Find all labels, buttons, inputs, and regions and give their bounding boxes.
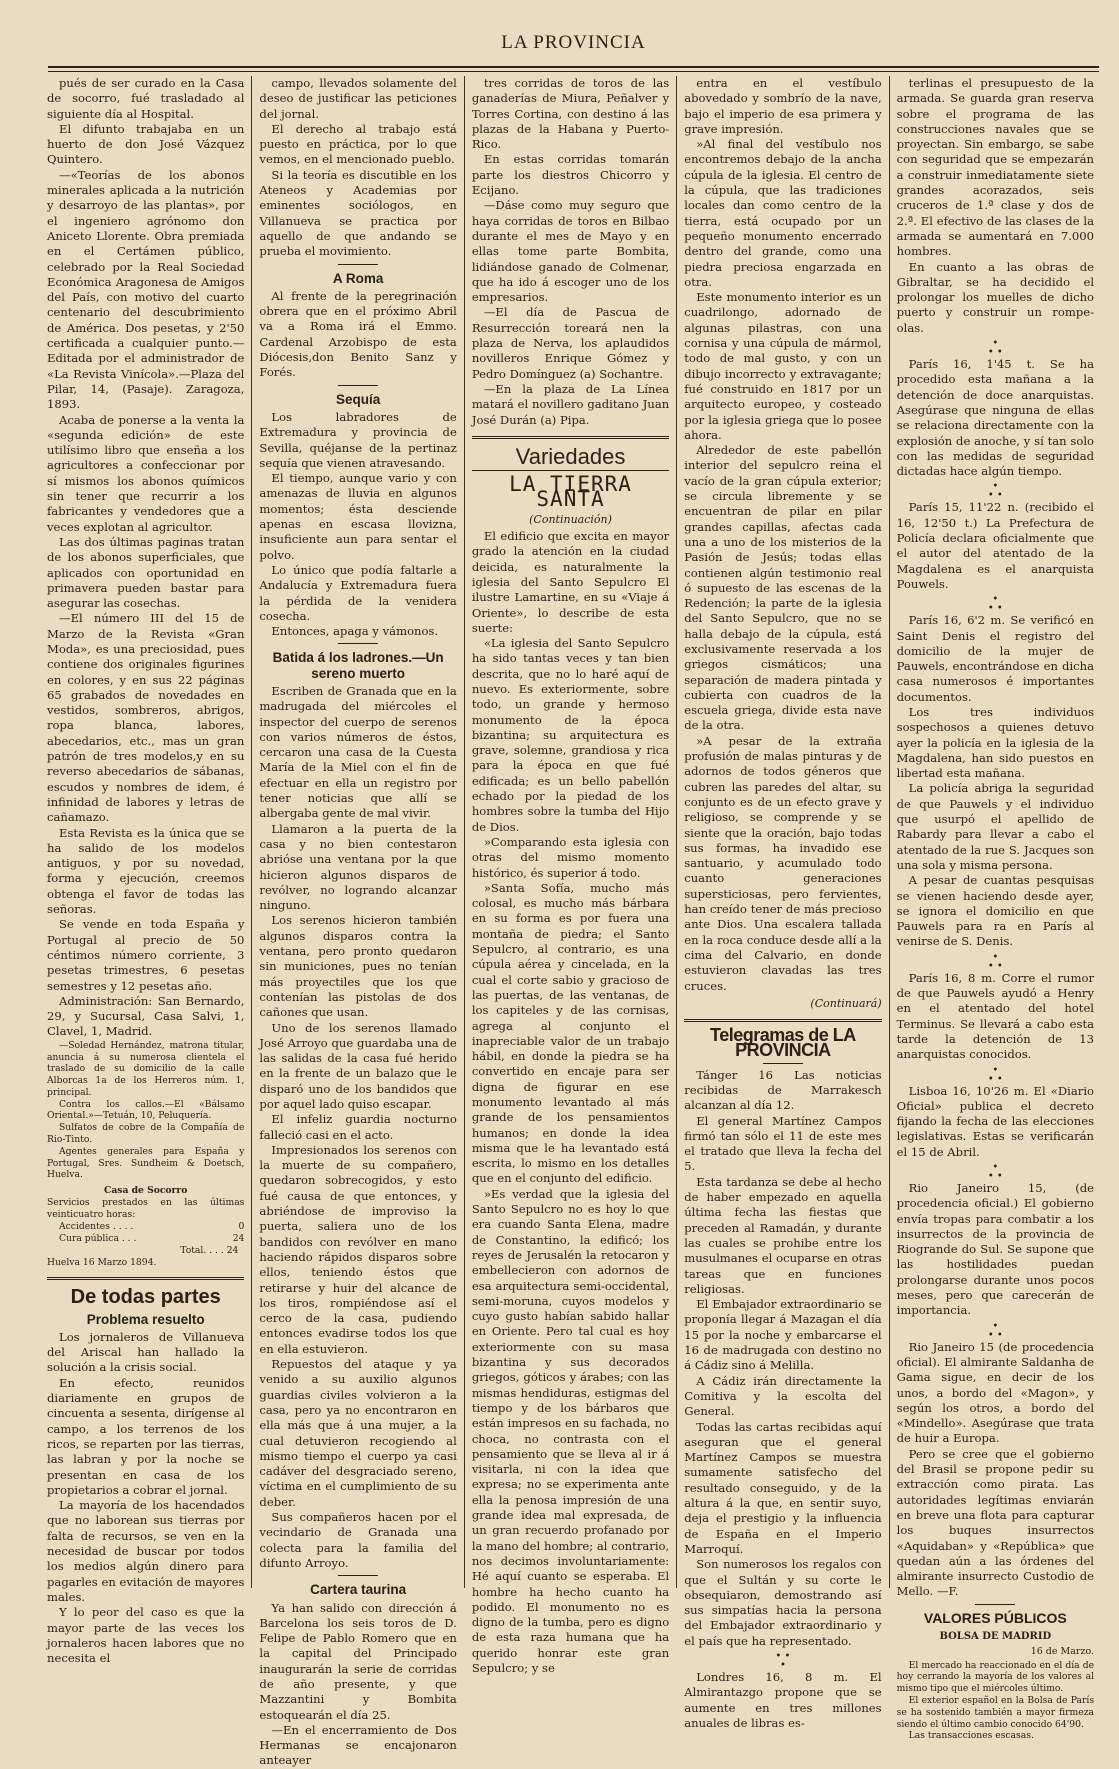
article-title: Cartera taurina: [310, 1582, 407, 1598]
paragraph: —En la plaza de La Línea matará el novillero gaditano Juan José Durán (a) Pipa.: [471, 381, 670, 427]
paragraph: Al frente de la peregrinación obrera que en el próximo Abril va a Roma irá el Emmo. Cardenal Arzobispo de esta Diócesis,don Benito Sanz y Forés.: [259, 288, 457, 380]
socorro-intro: Servicios prestados en las últimas veinticuatro horas:: [47, 1197, 245, 1221]
dateline: 16 de Marzo.: [1030, 1646, 1095, 1658]
paragraph: Impresionados los serenos con la muerte de su compañero, quedaron sobrecogidos, y esto fué causa de que entonces, y abriéndose de improviso la puerta, saliera uno de los bandidos con revólver en mano haciendo rápidos disparos sobre ellos, teniendo éstos que retirarse y huir del alcance de los tiros, rompiéndose así el cerco de la casa, pudiendo entonces evadirse todos los que en ella estuvieron.: [259, 1142, 457, 1356]
divider: [684, 1019, 881, 1022]
notice: Las transacciones escasas.: [908, 1730, 1034, 1742]
article-title: A Roma: [332, 270, 384, 286]
paragraph: Esta tardanza se debe al hecho de haber empezado en aquella última fecha las fiestas que preceden al Ramadán, y durante las cuales se prohibe entre los musulmanes el ocuparse en otras tareas que en funciones religiosas.: [684, 1174, 882, 1296]
paragraph: Esta Revista es la única que se ha salido de los modelos antiguos, y por su novedad, forma y ejecución, creemos obtenga el favor de todas las señoras.: [47, 825, 245, 917]
paragraph: »Al final del vestíbulo nos encontremos debajo de la ancha cúpula de la iglesia. El centro de la cúpula, que las tradiciones locales dan como centro de la tierra, está ocupado por un pequeño monumento encerrado dentro del grande, como una piedra preciosa engarzada en otra.: [684, 137, 882, 289]
paragraph: Rio Janeiro 15, (de procedencia oficial.) El gobierno envía tropas para combatir a los insurrectos de la provincia de Riogrande do Sul. Se supone que las hostilidades puedan prolongarse durante unos pocos meses, pero que carecerán de importancia.: [896, 1181, 1095, 1318]
notice: Agentes generales para España y Portugal, Sres. Sundheim & Doetsch, Huelva.: [47, 1145, 245, 1181]
article-title: Sequía: [335, 391, 381, 407]
article-title: LA TIERRA SANTA: [509, 472, 632, 512]
paragraph: »A pesar de la extraña profusión de malas pinturas y de adornos de todos géneros que cubren las paredes del altar, su conjunto es de un efecto grave y religioso, se comprende y se siente que la oración, bajo todas sus formas, ha invadido ese santuario, y acumulado todo cuanto generaciones supersticiosas, pero fervientes, han creído tener de más precioso ante Dios. Una escalera tallada en la roca conduce desde allí a la cima del Calvario, en donde estuvieron clavadas las tres cruces.: [684, 733, 882, 993]
paragraph: Londres 16, 8 m. El Almirantazgo propone que se aumente en tres millones anuales de libras es-: [684, 1669, 882, 1730]
paragraph: El derecho al trabajo está puesto en práctica, por lo que vemos, en el mencionado pueblo.: [259, 121, 457, 167]
separator-dots: • • •: [987, 338, 1003, 359]
paragraph: Las dos últimas paginas tratan de los abonos superficiales, que aplicados con oportunidad en primavera pueden bastar para asegurar las cosechas.: [47, 534, 245, 611]
stats-row: [47, 1233, 244, 1245]
column-4: [677, 76, 889, 1730]
paragraph: Y lo peor del caso es que la mayor parte de las veces los jornaleros hacen labores que no necesita el: [47, 1605, 245, 1666]
masthead-title: LA PROVINCIA: [501, 32, 646, 53]
article-title: Problema resuelto: [86, 1311, 205, 1327]
continuation-note: (Continuará): [810, 996, 882, 1010]
separator-dots: • • •: [987, 951, 1003, 972]
column-2: [252, 76, 464, 1768]
paragraph: París 15, 11'22 n. (recibido el 16, 12'50 t.) La Prefectura de Policía declara oficialmente que el autor del atentado de la Magdalena es el anarquista Pouwels.: [896, 500, 1095, 591]
separator-dots: • • •: [987, 594, 1003, 615]
paragraph: Repuestos del ataque y ya venido a su auxilio algunos guardias civiles volvieron a la casa, pero ya no encontraron en ella más que á una mujer, a la cual detuvieron recogiendo al mismo tiempo el cuerpo ya casi cadáver del desgraciado sereno, víctima en el cumplimiento de su deber.: [259, 1357, 457, 1509]
paragraph: A pesar de cuantas pesquisas se vienen haciendo desde ayer, se ignora el domicilio en que Pauwels para ra en París al venirse de S. Denis.: [896, 873, 1095, 949]
paragraph: La mayoría de los hacendados que no laborean sus tierras por falta de recursos, se ven en la necesidad de buscar por todos los medios algún dinero para pagarles en evitación de mayores males.: [47, 1498, 245, 1604]
notice: El mercado ha reaccionado en el día de hoy cerrando la mayoría de los valores al mismo tipo que el miércoles último.: [896, 1659, 1095, 1695]
paragraph: Todas las cartas recibidas aquí aseguran que el general Martínez Campos se muestra sumamente satisfecho del resultado conseguido, y de la altura á la que, en sentir suyo, deja el prestigio y la influencia de España en el Imperio Marroquí.: [684, 1419, 882, 1556]
divider: [338, 1575, 378, 1576]
paragraph: Este monumento interior es un cuadrilongo, adornado de algunas pilastras, con una cornisa y una cúpula de mármol, todo de mal gusto, y con un dibujo incorrecto y extravagante; fué construido en 1817 por un arquitecto europeo, y costeado por la iglesia griega que lo posee ahora.: [684, 290, 882, 442]
paragraph: Los serenos hicieron también algunos disparos contra la ventana, pero pronto quedaron sin municiones, pues no tenían más proyectiles que los que contenían las pistolas de dos cañones que usan.: [259, 913, 457, 1020]
paragraph: Lo único que podía faltarle a Andalucía y Extremadura fuera la pérdida de la venidera cosecha.: [259, 562, 457, 623]
paragraph: Administración: San Bernardo, 29, y Sucursal, Casa Salvi, 1, Clavel, 1, Madrid.: [47, 993, 245, 1039]
divider: [472, 436, 669, 439]
divider: [338, 264, 378, 265]
paragraph: Alrededor de este pabellón interior del sepulcro reina el vacío de la gran cúpula exterior; se circula libremente y se encuentran de pilar en pilar grandes capillas, afectas cada una a uno de los misterios de la Pasión de Jesús; todas ellas contienen algún testimonio real ó supuesto de las escenas de la Redención; la parte de la iglesia del Santo Sepulcro, que no se halla debajo de la cúpula, está exclusivamente reservada a los griegos cismáticos; una separación de madera pintada y cubierta con cuadros de la escuela griega, divide esta nave de la otra.: [684, 443, 882, 733]
article-title: Batida á los ladrones.—Un sereno muerto: [272, 650, 444, 681]
separator-dots: • • •: [987, 481, 1003, 502]
paragraph: El edificio que excita en mayor grado la atención en la ciudad deicida, es naturalmente la iglesia del Santo Sepulcro El ilustre Lamartine, en su «Viaje á Oriente», lo describe de esta suerte:: [471, 529, 670, 635]
paragraph: La policía abriga la seguridad de que Pauwels y el individuo que usurpó el apellido de Rabardy para llevar a cabo el atentado de la rue S. Jacques son una sola y misma persona.: [896, 781, 1095, 872]
paragraph: terlinas el presupuesto de la armada. Se guarda gran reserva sobre el programa de las construcciones navales que se proyectan. Sin embargo, se sabe con seguridad que se empezarán a construir inmediatamente siete grandes acorazados, seis cruceros de 1.ª clase y dos de 2.ª. El efectivo de las clases de la armada se aumentará en 7.000 hombres.: [896, 76, 1095, 259]
paragraph: París 16, 6'2 m. Se verificó en Saint Denis el registro del domicilio de la mujer de Pauwels, encontrándose en dicha casa numerosos é importantes documentos.: [896, 613, 1095, 704]
socorro-stats: [47, 1185, 244, 1269]
paragraph: París 16, 1'45 t. Se ha procedido esta mañana a la detención de doce anarquistas. Asegúrase que ninguna de ellas se relaciona directamente con la explosión de anoche, y sí tan solo con las medidas de seguridad dictadas hace algún tiempo.: [896, 357, 1095, 479]
paragraph: En estas corridas tomarán parte los diestros Chicorro y Ecijano.: [471, 152, 670, 198]
paragraph: campo, llevados solamente del deseo de justificar las peticiones del jornal.: [259, 76, 457, 121]
paragraph: El difunto trabajaba en un huerto de don José Vázquez Quintero.: [47, 121, 245, 167]
paragraph: Lisboa 16, 10'26 m. El «Diario Oficial» publica el decreto fijando la fecha de las elecciones legislativas. Estas se verificarán el 15 de Abril.: [896, 1083, 1095, 1159]
paragraph: —El número III del 15 de Marzo de la Revista «Gran Moda», es una preciosidad, pues contiene dos originales figurines en colores, y en sus 22 páginas 65 grabados de novedades en vestidos, sombreros, abrigos, ropa blanca, labores, abecedarios, etc., mas un gran patrón de tres modelos,y en su reverso abecedarios de sábanas, escudos y nombres de idem, é infinidad de labores y letras de cañamazo.: [47, 611, 245, 825]
paragraph: En cuanto a las obras de Gibraltar, se ha decidido el prolongar los muelles de dicho puerto y construir un rompe-olas.: [896, 259, 1095, 335]
paragraph: »Santa Sofía, mucho más colosal, es mucho más bárbara en su forma es por fuera una montaña de piedra; el Santo Sepulcro, al contrario, es una cúpula aérea y cincelada, en la cual el corte sabio y gracioso de las puertas, de las ventanas, de los capiteles y de las cornisas, agrega al conjunto el inapreciable valor de un trabajo hábil, en donde la piedra se ha convertido en encaje para ser digna de figurar en ese monumento levantado al más grande de los pensamientos humanos; en donde la idea misma que le ha levantado está escrita, lo mismo en los detalles que en el conjunto del edificio.: [471, 880, 670, 1186]
columns: [40, 76, 1101, 1768]
paragraph: El general Martínez Campos firmó tan sólo el 11 de este mes el tratado que lleva la fecha del 5.: [684, 1113, 882, 1174]
section-title: VALORES PÚBLICOS: [923, 1609, 1067, 1626]
paragraph: Son numerosos los regalos con que el Sultán y su corte le obsequiaron, demostrando así sus simpatías hacia la persona del Embajador extraordinario y el país que ha representado.: [684, 1557, 882, 1648]
stats-value: 24: [232, 1233, 245, 1245]
notice: —Soledad Hernández, matrona titular, anuncia á su numerosa clientela el traslado de su domicilio de la calle Alborcas 1a de los Herreros núm. 1, principal.: [47, 1039, 245, 1098]
separator-dots: • • •: [775, 1650, 791, 1671]
paragraph: Uno de los serenos llamado José Arroyo que guardaba una de las salidas de la casa fué herido en la frente de un balazo que le disparó uno de los bandidos que por aquel lado quiso escapar.: [259, 1020, 457, 1111]
paragraph: Se vende en toda España y Portugal al precio de 50 céntimos número corriente, 3 pesetas trimestres, 6 pesetas semestres y 12 pesetas año.: [47, 917, 245, 993]
paragraph: En efecto, reunidos diariamente en grupos de cincuenta a sesenta, dirígense al campo, a los terrenos de los ricos, se reparten por las tierras, las labran y por la noche se presentan en casa de los propietarios a cobrar el jornal.: [47, 1375, 245, 1497]
divider: [975, 1604, 1015, 1605]
notice: Sulfatos de cobre de la Compañía de Rio-Tinto.: [47, 1122, 245, 1146]
section-title: De todas partes: [70, 1286, 221, 1309]
paragraph: Acaba de ponerse a la venta la «segunda edición» de este utilísimo libro que enseña a los agricultores a confeccionar por sí mismos los abonos químicos sin tener que recurrir a los fabricantes y vendedores que a veces explotan al agricultor.: [47, 412, 245, 534]
paragraph: Pero se cree que el gobierno del Brasil se propone pedir su extracción como pirata. Las autoridades legítimas enviarán en breve una flota para capturar los buques insurrectos «Aquidaban» y «República» que quedan aún a las órdenes del almirante insurrecto Custodio de Mello. —F.: [896, 1446, 1095, 1599]
paragraph: El infeliz guardia nocturno falleció casi en el acto.: [259, 1112, 457, 1142]
section-title: Telegramas de LA PROVINCIA: [710, 1025, 856, 1061]
paragraph: Entonces, apaga y vámonos.: [271, 624, 439, 639]
separator-dots: • • •: [987, 1320, 1003, 1341]
paragraph: El tiempo, aunque vario y con amenazas de lluvia en algunos momentos; ésta desciende apenas en escasa llovizna, insuficiente aun para sentar el polvo.: [259, 471, 457, 562]
divider: [338, 643, 378, 644]
continuation-note: (Continuación): [529, 512, 612, 526]
paragraph: Ya han salido con dirección á Barcelona los seis toros de D. Felipe de Pablo Romero que en la capital del Principado inaugurarán la serie de corridas de año presente, y que Mazzantini y Bombita estoquearán el día 25.: [259, 1600, 457, 1722]
paragraph: Los labradores de Extremadura y provincia de Sevilla, quéjanse de la pertinaz sequía que vienen atravesando.: [259, 409, 457, 470]
notice: Contra los callos.—El «Bálsamo Oriental.»—Tetuán, 10, Peluquería.: [47, 1098, 245, 1122]
divider: [472, 470, 669, 471]
stats-label: Cura pública . . .: [59, 1233, 137, 1245]
paragraph: Rio Janeiro 15 (de procedencia oficial). El almirante Saldanha de Gama sigue, en decir de los unos, a bordo del «Magon», y según los otros, a bordo del «Mindello». Asegúrase que trata de huir a Europa.: [896, 1339, 1095, 1446]
separator-dots: • • •: [987, 1064, 1003, 1085]
paragraph: entra en el vestíbulo abovedado y sombrío de la nave, bajo el imperio de esa primera y grave impresión.: [684, 76, 882, 136]
section-title: Variedades: [515, 443, 626, 469]
paragraph: —En el encerramiento de Dos Hermanas se encajonaron anteayer: [259, 1722, 457, 1768]
paragraph: «La iglesia del Santo Sepulcro ha sido tantas veces y tan bien descrita, que no lo haré aquí de nuevo. Es exteriormente, sobre todo, un grande y hermoso monumento de la época bizantina; su arquitectura es grave, solemne, grandiosa y rica para la época en que fué edificada; es un bello pabellón echado por la piedad de los hombres sobre la tumba del Hijo de Dios.: [471, 636, 670, 834]
paragraph: »Es verdad que la iglesia del Santo Sepulcro no es hoy lo que era cuando Santa Elena, madre de Constantino, la edificó; los reyes de Jerusalén la retocaron y embellecieron con adornos de esa arquitectura semi-occidental, semi-moruna, cuyos modelos y cuyo gusto habían sabido hallar en Oriente. Pero tal cual es hoy exteriormente con su masa bizantina y sus decorados griegos, góticos y árabes; con las mismas hendiduras, estigmas del tiempo y de los bárbaros que están impresos en su fachada, no choca, no contrasta con el pensamiento que se lleva al ir á visitarla, ni con la idea que expresa; no se experimenta ante ella la penosa impresión de una grande idea mal expresada, de un gran recuerdo profanado por la mano del hombre; al contrario, nos decimos involuntariamente: Hé aquí cuanto se esperaba. El hombre ha hecho cuanto ha podido. El monumento no es digno de la tumba, pero es digno de esta raza humana que ha querido honrar este gran Sepulcro; y se: [471, 1186, 670, 1675]
subsection-title: BOLSA DE MADRID: [939, 1631, 1052, 1643]
paragraph: A Cádiz irán directamente la Comitiva y la escolta del General.: [684, 1373, 882, 1419]
paragraph: tres corridas de toros de las ganaderías de Miura, Peñalver y Torres Cortina, con destino á las plazas de la Habana y Puerto-Rico.: [471, 76, 670, 152]
paragraph: —«Teorías de los abonos minerales aplicada a la nutrición y desarroyo de las plantas», por el ingeniero agrónomo don Aniceto Llorente. Obra premiada en el Certámen público, celebrado por la Real Sociedad Económica Aragonesa de Amigos del País, con motivo del cuarto centenario del descubrimiento de América. Dos pesetas, y 2'50 certificada a cualquier punto.—Editada por el administrador de «La Revista Vinícola».—Plaza del Pilar, 14, (Pasaje). Zaragoza, 1893.: [47, 167, 245, 412]
separator-dots: • • •: [987, 1162, 1003, 1182]
paragraph: Sus compañeros hacen por el vecindario de Granada una colecta para la familia del difunto Arroyo.: [259, 1510, 457, 1570]
stats-label: Accidentes . . . .: [59, 1221, 134, 1233]
paragraph: pués de ser curado en la Casa de socorro, fué trasladado al siguiente día al Hospital.: [47, 76, 245, 121]
notice: El exterior español en la Bolsa de París se ha sostenido también a mayor firmeza siendo el último cambio conocido 64'90.: [896, 1695, 1095, 1730]
paragraph: —El día de Pascua de Resurrección toreará nen la plaza de Nerva, los aplaudidos novilleros Enrique Gómez y Pedro Domínguez (a) Sochantre.: [471, 305, 670, 381]
paragraph: Los jornaleros de Villanueva del Ariscal han hallado la solución a la crisis social.: [47, 1329, 245, 1375]
dateline: Huelva 16 Marzo 1894.: [47, 1257, 157, 1269]
paragraph: París 16, 8 m. Corre el rumor de que Pauwels ayudó a Henry en el atentado del hotel Terminus. Se llevará a cabo esta tarde la detención de 13 anarquistas conocidos.: [896, 970, 1095, 1062]
paragraph: Tánger 16 Las noticias recibidas de Marrakesch alcanzan al día 12.: [684, 1067, 882, 1113]
paragraph: El Embajador extraordinario se proponía llegar á Mazagan el día 15 por la noche y embarcarse el 16 de madrugada con destino no á Cádiz sino á Melilla.: [684, 1297, 882, 1373]
divider: [763, 1063, 803, 1064]
stats-value: 0: [238, 1221, 245, 1233]
paragraph: Llamaron a la puerta de la casa y no bien contestaron abrióse una ventana por la que hicieron algunos disparos de revólver, no logrando alcanzar ninguno.: [259, 821, 457, 913]
paragraph: Escriben de Granada que en la madrugada del miércoles el inspector del cuerpo de serenos con varios números de éstos, cercaron una casa de la Cuesta María de la Miel con el fin de efectuar en ella un registro por tener noticias que allí se albergaba gente de mal vivir.: [259, 683, 457, 821]
stats-total: Total. . . . 24: [180, 1245, 239, 1257]
socorro-title: Casa de Socorro: [104, 1185, 188, 1197]
stats-row: [47, 1221, 244, 1233]
masthead: [48, 32, 1099, 68]
paragraph: —Dáse como muy seguro que haya corridas de toros en Bilbao durante el mes de Mayo y en ellas tome parte Bombita, lidiándose ganado de Colmenar, que ha ido á escoger uno de los empresarios.: [471, 198, 670, 305]
column-3: [465, 76, 677, 1675]
paragraph: Los tres individuos sospechosos a quienes detuvo ayer la policía en la iglesia de la Magdalena, han sido puestos en libertad esta mañana.: [896, 704, 1095, 781]
column-1: [40, 76, 252, 1666]
paragraph: Si la teoría es discutible en los Ateneos y Academias por eminentes sociólogos, en Villanueva se practica por aquello de que andando se prueba el movimiento.: [259, 167, 457, 259]
column-5: [890, 76, 1101, 1742]
paragraph: »Comparando esta iglesia con otras del mismo momento histórico, és superior á todo.: [471, 834, 670, 880]
divider: [47, 1277, 244, 1280]
divider: [338, 385, 378, 386]
